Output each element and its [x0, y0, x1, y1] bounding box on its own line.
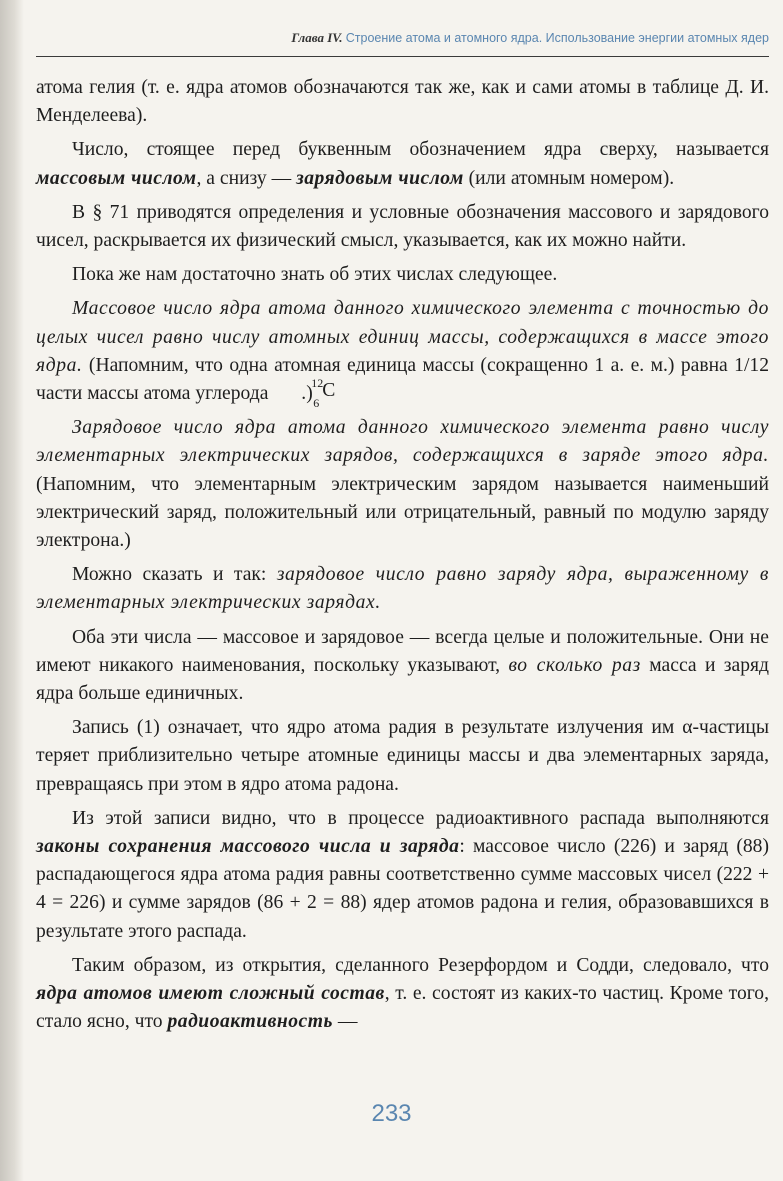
term-mass-number: массовым числом [36, 167, 197, 189]
paragraph-text: Число, стоящее перед буквенным обозначением ядра сверху, называется [72, 139, 769, 161]
paragraph-text: , а снизу — [196, 167, 297, 189]
paragraph-8 [36, 624, 769, 709]
nuclide-charge-number: 6 [313, 396, 320, 411]
paragraph-4 [36, 261, 769, 289]
paragraph-text: .) [301, 383, 313, 405]
definition-charge-number: Зарядовое число ядра атома данного химического элемента равно числу элементарных электрических зарядов, содержащихся в заряде этого ядра. [36, 417, 769, 467]
running-header [36, 30, 769, 57]
paragraph-3 [36, 199, 769, 255]
paragraph-text: Из этой записи видно, что в процессе радиоактивного распада выполняются [72, 807, 769, 829]
nuclide-mass-number: 12 [311, 376, 324, 391]
paragraph-text: Пока же нам достаточно знать об этих числах следующее. [72, 264, 558, 286]
paragraph-5 [36, 295, 769, 411]
carbon-nuclide-notation [273, 376, 336, 411]
paragraph-text: (или атомным номером). [463, 167, 675, 189]
paragraph-text: масса и заряд ядра больше единичных. [36, 654, 769, 705]
emphasis-text: во сколько раз [508, 654, 641, 676]
paragraph-text: В § 71 приводятся определения и условные обозначения массового и зарядового чисел, раскрывается их физический смысл, указывается, как их можно найти. [36, 201, 769, 252]
paragraph-9 [36, 714, 769, 799]
paragraph-text: , т. е. состоят из каких-то частиц. Кроме того, стало ясно, что [36, 983, 769, 1033]
paragraph-1 [36, 74, 769, 130]
term-charge-number: зарядовым числом [296, 167, 464, 189]
paragraph-10 [36, 805, 769, 946]
nuclide-symbol: C [322, 380, 336, 402]
chapter-label: Глава IV. [291, 30, 343, 45]
paragraph-text: — [332, 1011, 358, 1033]
term-complex-nucleus: ядра атомов имеют сложный состав [36, 983, 385, 1005]
page-body [36, 74, 769, 1043]
term-radioactivity: радиоактивность [167, 1011, 333, 1033]
paragraph-6 [36, 414, 769, 555]
book-spine-shadow [0, 0, 24, 1181]
paragraph-text: (Напомним, что одна атомная единица массы (сокращенно 1 а. е. м.) равна 1/12 части массы атома углерода [36, 354, 769, 405]
emphasis-text: зарядовое число равно заряду ядра, выраженному в элементарных электрических зарядах. [36, 564, 769, 614]
term-conservation-laws: законы сохранения массового числа и заряда [36, 836, 460, 858]
paragraph-text: Запись (1) означает, что ядро атома радия в результате излучения им α-частицы теряет приблизительно четыре атомные единицы массы и два элементарных заряда, превращаясь при этом в ядро атома радона. [36, 717, 769, 795]
paragraph-text: Оба эти числа — массовое и зарядовое — всегда целые и положительные. Они не имеют никакого наименования, поскольку указывают, [36, 626, 769, 676]
chapter-topic: Строение атома и атомного ядра. Использование энергии атомных ядер [345, 31, 769, 45]
paragraph-text: : массовое число (226) и заряд (88) распадающегося ядра атома радия равны соответственно сумме массовых чисел (222 + 4 = 226) и сумме зарядов (86 + 2 = 88) ядер атомов радона и гелия, образовавшихся в результате этого распада. [36, 836, 770, 942]
paragraph-text: (Напомним, что элементарным электрическим зарядом называется наименьший электрический заряд, положительный или отрицательный, равный по модулю заряду электрона.) [36, 473, 769, 552]
paragraph-text: Можно сказать и так: [72, 564, 277, 586]
paragraph-2 [36, 136, 769, 192]
paragraph-11 [36, 952, 769, 1037]
paragraph-text: атома гелия (т. е. ядра атомов обозначаются так же, как и сами атомы в таблице Д. И. Менделеева). [36, 77, 769, 127]
page-number: 233 [371, 1100, 412, 1127]
paragraph-text: Таким образом, из открытия, сделанного Резерфордом и Содди, следовало, что [72, 954, 769, 976]
paragraph-7 [36, 561, 769, 617]
definition-mass-number: Массовое число ядра атома данного химического элемента с точностью до целых чисел равно числу атомных единиц массы, содержащихся в массе этого ядра. [36, 298, 769, 376]
